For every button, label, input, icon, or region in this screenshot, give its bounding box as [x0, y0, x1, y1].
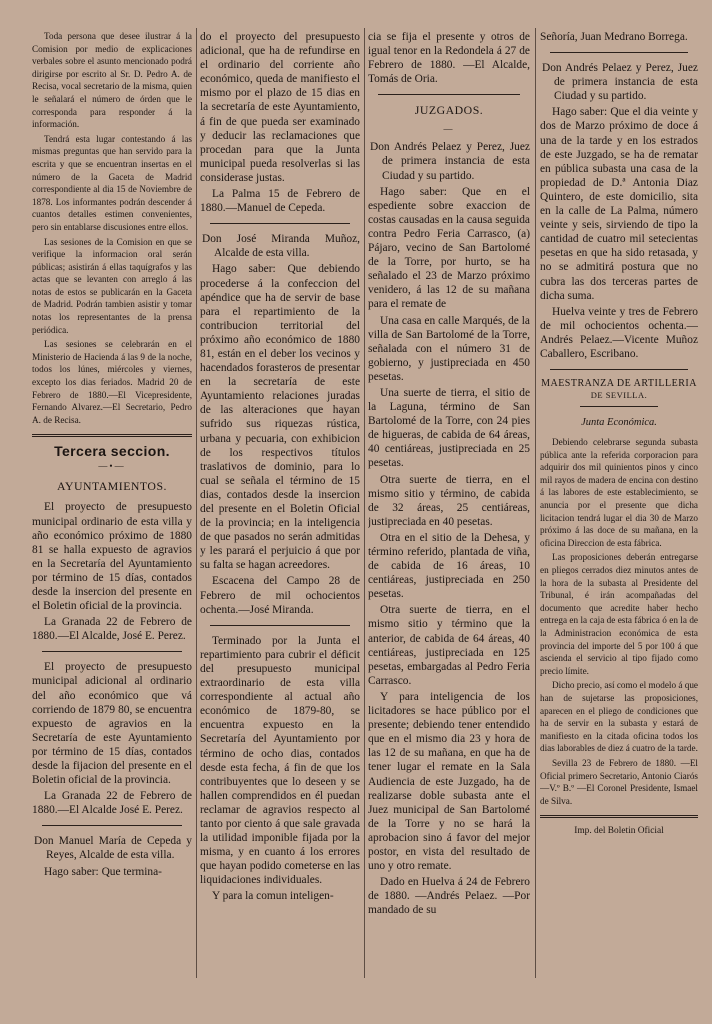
paragraph: Tendrá esta lugar contestando á las mismas preguntas que han servido para la escrita y que se encuentran insertas en el número de la Gaceta de Madrid correspondiente al dia 15 de Noviembre de 1878. Los informantes podrán descender á cuantos detalles estimen convenientes, pero sin entablarse discusiones entre ellos. [32, 133, 192, 232]
paragraph: Toda persona que desee ilustrar á la Comision por medio de explicaciones verbales sobre el asunto mencionado podrá dirigirse por escrito al Sr. D. Pedro A. de Recisa, vocal secretario de la misma, quien le señalará el número de órden que le corresponda para responder á la información. [32, 31, 192, 130]
notice-heading: Don José Miranda Muñoz, Alcalde de esta villa. [202, 233, 360, 260]
section-subheading: AYUNTAMIENTOS. [57, 479, 167, 494]
section-rule [540, 815, 698, 818]
divider [42, 825, 182, 826]
paragraph: La Granada 22 de Febrero de 1880.—El Alcalde, José E. Perez. [32, 616, 192, 643]
section-rule [32, 434, 192, 437]
paragraph: Una suerte de tierra, el sitio de la Laguna, término de San Bartolomé de la Torre, con 24 pies de higueras, de cabida de 64 áreas, 40 centiáreas, justipreciada en 25 pesetas. [368, 386, 530, 470]
paragraph: cia se fija el presente y otros de igual tenor en la Redondela á 27 de Febrero de 1880. —El Alcalde, Tomás de Oria. [368, 31, 530, 86]
paragraph: Las sesiones de la Comision en que se verifique la informacion oral serán públicas; asistirán á ellas taquígrafos y las actas que se levanten con arreglo á las notas de estos se publicarán en la Gaceta de Madrid. Podrán tambien asistir y tomar notas los representantes de la prensa periódica. [32, 236, 192, 335]
subsection-heading: Junta Económica. [581, 417, 657, 429]
paragraph: Señoría, Juan Medrano Borrega. [540, 31, 688, 43]
paragraph: Hago saber: Que termina- [44, 865, 162, 878]
paragraph: La Palma 15 de Febrero de 1880.—Manuel de Cepeda. [200, 188, 360, 215]
divider [210, 223, 350, 224]
paragraph: Las proposiciones deberán entregarse en pliegos cerrados diez minutos antes de la hora de la subasta al Presidente del Tribunal, é irán acompañadas del documento que acredite haber hecho entrega en la caja de esta fábrica ó en la de la Administracion económica de esta provincia del importe del 5 por 100 á que ascienda el servicio al tipo fijado como precio límite. [540, 552, 698, 676]
column-divider [364, 28, 365, 978]
paragraph: La Granada 22 de Febrero de 1880.—El Alcalde José E. Perez. [32, 790, 192, 817]
paragraph: Otra en el sitio de la Dehesa, y término referido, plantada de viña, de cabida de 16 áreas, 10 centiáreas, justipreciada en 250 pesetas. [368, 531, 530, 601]
paragraph: Terminado por la Junta el repartimiento para cubrir el déficit del presupuesto municipal extraordinario de esta villa correspondiente al actual año económico de 1879-80, se encuentra expuesto en la Secretaría del Ayuntamiento por término de ocho dias, contados desde esta fecha, á fin de que los contribuyentes que lo deseen y se hallen comprendidos en él puedan reclamar de agravios respecto al tanto por ciento á que sale gravada la utilidad imponible fijada por la misma, y en cuanto á los errores que hayan podido cometerse en las liquidaciones individuales. [200, 634, 360, 887]
divider [378, 94, 520, 95]
column-2 [200, 30, 360, 1020]
column-divider [535, 28, 536, 978]
column-divider [196, 28, 197, 978]
paragraph: Hago saber: Que debiendo procederse á la confeccion del apéndice que ha de servir de base para el repartimiento de la contribucion territorial del próximo año económico de 1880 81, están en el deber los vecinos y hacendados forasteros de presentar en la secretaría de este Ayuntamiento relaciones juradas de las alteraciones que hayan sufrido sus riquezas rústica, urbana y pecuaria, con exhibicion de los respectivos títulos traslativos de dominio, para lo cual se señala el término de 15 dias, contados desde la insercion del presente en el Boletin Oficial de la provincia; en la inteligencia de que pasados no serán admitidas y les parará el perjuicio á que por su falta se hagan acreedores. [200, 263, 360, 572]
paragraph: Dado en Huelva á 24 de Febrero de 1880. —Andrés Pelaez. —Por mandado de su [368, 876, 530, 917]
section-heading: JUZGADOS. [414, 103, 484, 118]
notice-heading: Don Andrés Pelaez y Perez, Juez de primera instancia de esta Ciudad y su partido. [370, 141, 530, 182]
paragraph: Una casa en calle Marqués, de la villa de San Bartolomé de la Torre, señalada con el número 31 de gobierno, y justipreciada en 450 pesetas. [368, 314, 530, 383]
section-title: Tercera seccion. [54, 443, 170, 460]
divider [210, 625, 350, 626]
notice-heading: Don Andrés Pelaez y Perez, Juez de primera instancia de esta Ciudad y su partido. [542, 62, 698, 103]
divider [550, 52, 688, 53]
paragraph: Escacena del Campo 28 de Febrero de mil ochocientos ochenta.—José Miranda. [200, 575, 360, 616]
column-1 [32, 30, 192, 1020]
ornament-dash: —•— [98, 461, 126, 472]
column-3 [368, 30, 530, 1020]
paragraph: Las sesiones se celebrarán en el Ministerio de Hacienda á las 9 de la noche, todos los lúnes, miércoles y viernes, excepto los dias feriados. Madrid 20 de Febrero de 1880.—El Vicepresidente, Fernando Alvarez.—El Secretario, Pedro A. de Recisa. [32, 339, 192, 425]
paragraph: Otra suerte de tierra, en el mismo sitio y término, de cabida de 32 áreas, 25 centiáreas, justipreciada en 40 pesetas. [368, 473, 530, 528]
paragraph: El proyecto de presupuesto municipal adicional al ordinario del año económico que vá corriendo de 1879 80, se encuentra expuesto de agravios en la Secretaría de este Ayuntamiento por término de 15 días, contados desde la fijacion del presente en el Boletin oficial de la provincia. [32, 661, 192, 787]
divider [550, 369, 688, 370]
paragraph: Otra suerte de tierra, en el mismo sitio y término que la anterior, de cabida de 64 áreas, 40 centiáreas, justipreciada en 125 pesetas, embargadas al Pedro Feria Carrasco. [368, 604, 530, 687]
section-subheading: DE SEVILLA. [590, 390, 648, 401]
paragraph: Debiendo celebrarse segunda subasta pública ante la referida corporacion para adquirir dos mil quinientos pinos y cinco mil rayos de madera de encina con destino á las labores de este establecimiento, se anuncia por el presente que dicha licitacion tendrá lugar el dia 30 de Marzo próximo á las doce de su mañana, en la oficina Direccion de esta fábrica. [540, 437, 698, 548]
paragraph: Y para la comun inteligen- [212, 890, 334, 903]
paragraph: do el proyecto del presupuesto adicional, que ha de refundirse en el ordinario del corriente año económico, queda de manifiesto el mismo por el plazo de 15 dias en la secretaría de este Ayuntamiento, á fin de que pueda ser examinado y deducir las reclamaciones que procedan para que la Junta municipal pueda resolverlas si las considerase justas. [200, 31, 360, 184]
paragraph: Dicho precio, así como el modelo á que han de sujetarse las proposiciones, aparecen en el pliego de condiciones que ha de servir en la subasta y estará de manifiesto en la citada oficina todos los dias laborables de diez á cuatro de la tarde. [540, 680, 698, 754]
column-4 [540, 30, 698, 1020]
notice-heading: Don Manuel María de Cepeda y Reyes, Alcalde de esta villa. [34, 835, 192, 862]
section-heading: MAESTRANZA DE ARTILLERIA [541, 378, 697, 390]
paragraph: Huelva veinte y tres de Febrero de mil ochocientos ochenta.—Andrés Pelaez.—Vicente Muñoz Caballero, Escribano. [540, 305, 698, 360]
divider [580, 406, 658, 407]
ornament-dash: — [443, 124, 455, 135]
paragraph: Hago saber: Que en el espediente sobre exaccion de costas causadas en la causa seguida contra Pedro Feria Carrasco, (a) Pájaro, vecino de San Bartolomé de la Torre, por hurto, se ha señalado el 23 de Marzo próximo venidero, á las 12 de su mañana para el remate de [368, 185, 530, 311]
imprint: Imp. del Boletin Oficial [574, 826, 664, 837]
paragraph: Sevilla 23 de Febrero de 1880. —El Oficial primero Secretario, Antonio Ciarós —V.º B.º —El Coronel Presidente, Ismael de Silva. [540, 757, 698, 806]
divider [42, 651, 182, 652]
paragraph: Y para inteligencia de los licitadores se hace público por el presente; debiendo tener entendido que en el mismo dia 23 y hora de las 12 de su mañana, en que ha de tener lugar el remate en la Sala Audiencia de este Juzgado, ha de realizarse doble subasta ante el Juez municipal de San Bartolomé de la Torre y no se hará la aprobacion sino á favor del mejor postor, en vista del resultado de uno y otro remate. [368, 690, 530, 873]
paragraph: Hago saber: Que el dia veinte y dos de Marzo próximo de doce á una de la tarde y en los estrados de este Juzgado, se ha de rematar en pública subasta una casa de la propiedad de D.ª Antonia Diaz Quintero, de este domicilio, sita en la calle de La Palma, número veinte y seis, sirviendo de tipo la cantidad de cuatro mil setecientas pesetas en que ha sido retasada, y no se admitirá postura que no cubra las dos terceras partes de dicha suma. [540, 106, 698, 302]
paragraph: El proyecto de presupuesto municipal ordinario de esta villa y año económico próximo de 1880 81 se halla expuesto de agravios en la Secretaría del Ayuntamiento por término de 15 días, contados desde la insercion del presente en el Boletin oficial de la provincia. [32, 501, 192, 613]
